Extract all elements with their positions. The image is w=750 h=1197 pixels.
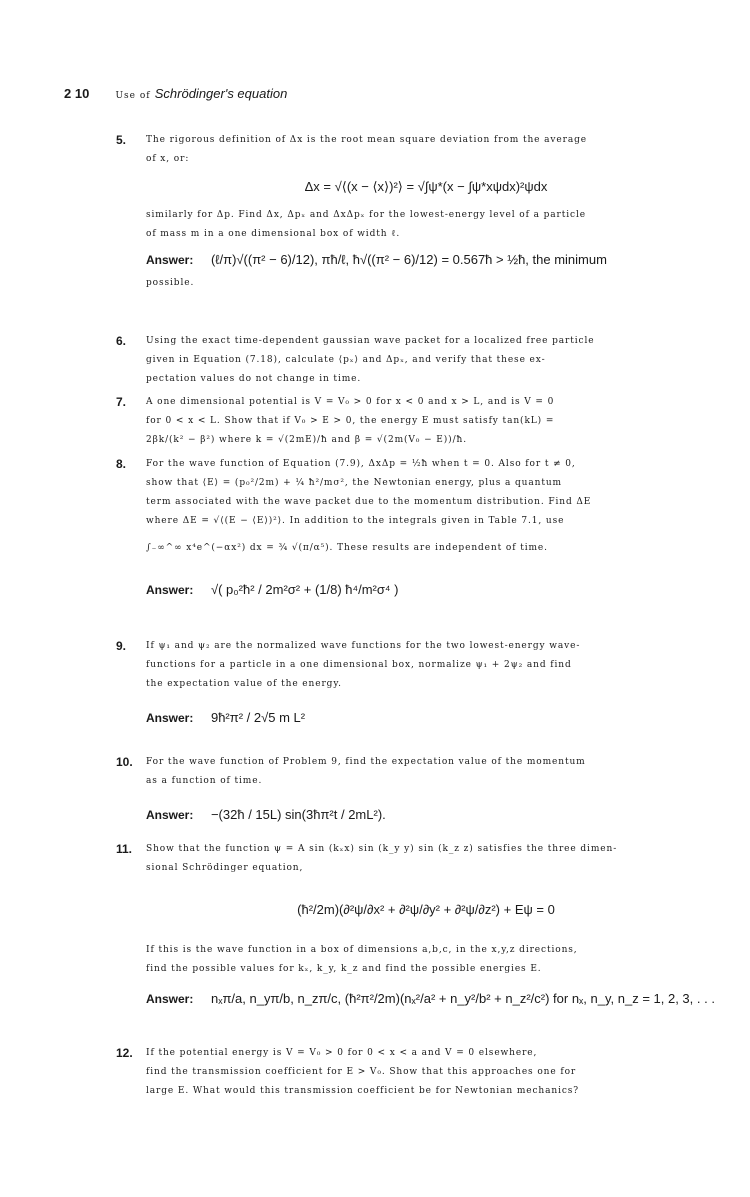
answer-line	[146, 250, 706, 270]
answer-label: Answer:	[146, 711, 194, 725]
problem-8	[116, 455, 706, 604]
page-header	[64, 86, 287, 102]
problem-text-line: for 0 < x < L. Show that if V₀ > E > 0, the energy E must satisfy tan(kL) =	[146, 416, 555, 426]
problem-text-line: A one dimensional potential is V = V₀ > 0 for x < 0 and x > L, and is V = 0	[146, 397, 555, 407]
problem-text-line: the expectation value of the energy.	[146, 679, 342, 689]
running-title: Schrödinger's equation	[154, 86, 288, 101]
problem-number: 5.	[116, 133, 127, 147]
problem-text-line: given in Equation (7.18), calculate ⟨pₓ⟩ and Δpₓ, and verify that these ex-	[146, 355, 546, 365]
problem-text-line: show that ⟨E⟩ = (p₀²/2m) + ¼ ħ²/mσ², the Newtonian energy, plus a quantum	[146, 478, 562, 488]
problem-text-line: ∫₋∞^∞ x⁴e^(−αx²) dx = ¾ √(π/α⁵). These results are independent of time.	[146, 543, 548, 553]
problem-text-line: 2βk/(k² − β²) where k = √(2mE)/ħ and β = √(2m(V₀ − E))/ħ.	[146, 435, 467, 445]
answer-label: Answer:	[146, 583, 194, 597]
problem-number: 8.	[116, 457, 127, 471]
running-title-prefix: Use of	[115, 91, 151, 101]
problem-11	[116, 840, 715, 1013]
answer-label: Answer:	[146, 253, 194, 267]
problem-text-line: term associated with the wave packet due to the momentum distribution. Find ΔE	[146, 497, 592, 507]
display-formula: (ħ²/2m)(∂²ψ/∂x² + ∂²ψ/∂y² + ∂²ψ/∂z²) + Eψ = 0	[297, 902, 555, 917]
answer-label: Answer:	[146, 992, 194, 1006]
problem-number: 9.	[116, 639, 127, 653]
problem-text-line: possible.	[146, 278, 195, 288]
page-number: 2 10	[64, 86, 90, 101]
problem-10	[116, 753, 706, 829]
problem-text-line: of x, or:	[146, 154, 190, 164]
problem-number: 12.	[116, 1046, 133, 1060]
problem-number: 7.	[116, 395, 127, 409]
problem-text-line: functions for a particle in a one dimensional box, normalize ψ₁ + 2ψ₂ and find	[146, 660, 572, 670]
answer-line	[146, 708, 706, 728]
answer-line	[146, 805, 706, 825]
problem-number: 6.	[116, 334, 127, 348]
problem-text-line: Using the exact time-dependent gaussian wave packet for a localized free particle	[146, 336, 595, 346]
problem-text-line: For the wave function of Equation (7.9), ΔxΔp = ½ħ when t = 0. Also for t ≠ 0,	[146, 459, 576, 469]
problem-text-line: If ψ₁ and ψ₂ are the normalized wave functions for the two lowest-energy wave-	[146, 641, 581, 651]
problem-text-line: as a function of time.	[146, 776, 263, 786]
answer-line	[146, 580, 706, 600]
answer-label: Answer:	[146, 808, 194, 822]
problem-text-line: of mass m in a one dimensional box of width ℓ.	[146, 229, 401, 239]
problem-text-line: pectation values do not change in time.	[146, 374, 362, 384]
problem-text-line: Show that the function ψ = A sin (kₓx) sin (k_y y) sin (k_z z) satisfies the three dimen-	[146, 844, 618, 854]
answer-formula: nₓπ/a, n_yπ/b, n_zπ/c, (ħ²π²/2m)(nₓ²/a² + n_y²/b² + n_z²/c²) for nₓ, n_y, n_z = 1, 2, 3, . . .	[210, 991, 715, 1006]
problem-text-line: If the potential energy is V = V₀ > 0 for 0 < x < a and V = 0 elsewhere,	[146, 1048, 538, 1058]
problem-text-line: find the possible values for kₓ, k_y, k_z and find the possible energies E.	[146, 964, 542, 974]
problem-6	[116, 332, 706, 389]
problem-text-line: large E. What would this transmission coefficient be for Newtonian mechanics?	[146, 1086, 580, 1096]
problem-5	[116, 131, 706, 293]
answer-formula: 9ħ²π² / 2√5 m L²	[210, 710, 306, 725]
display-formula: Δx = √⟨(x − ⟨x⟩)²⟩ = √∫ψ*(x − ∫ψ*xψdx)²ψdx	[304, 179, 548, 194]
problem-text-line: If this is the wave function in a box of dimensions a,b,c, in the x,y,z directions,	[146, 945, 578, 955]
problem-text-line: similarly for Δp. Find Δx, Δpₓ and ΔxΔpₓ for the lowest-energy level of a particle	[146, 210, 586, 220]
problem-text-line: The rigorous definition of Δx is the root mean square deviation from the average	[146, 135, 587, 145]
answer-line	[146, 989, 715, 1009]
answer-formula: (ℓ/π)√((π² − 6)/12), πħ/ℓ, ħ√((π² − 6)/12) = 0.567ħ > ½ħ, the minimum	[210, 252, 607, 267]
problem-text-line: For the wave function of Problem 9, find the expectation value of the momentum	[146, 757, 586, 767]
problem-7	[116, 393, 706, 450]
problem-number: 10.	[116, 755, 133, 769]
problem-text-line: where ΔE = √⟨(E − ⟨E⟩)²⟩. In addition to the integrals given in Table 7.1, use	[146, 516, 565, 526]
problem-text-line: sional Schrödinger equation,	[146, 863, 304, 873]
problem-9	[116, 637, 706, 732]
problem-number: 11.	[116, 842, 133, 856]
problem-text-line: find the transmission coefficient for E > V₀. Show that this approaches one for	[146, 1067, 577, 1077]
answer-formula: √( p₀²ħ² / 2m²σ² + (1/8) ħ⁴/m²σ⁴ )	[210, 582, 399, 597]
answer-formula: −(32ħ / 15L) sin(3ħπ²t / 2mL²).	[210, 807, 386, 822]
problem-12	[116, 1044, 706, 1101]
